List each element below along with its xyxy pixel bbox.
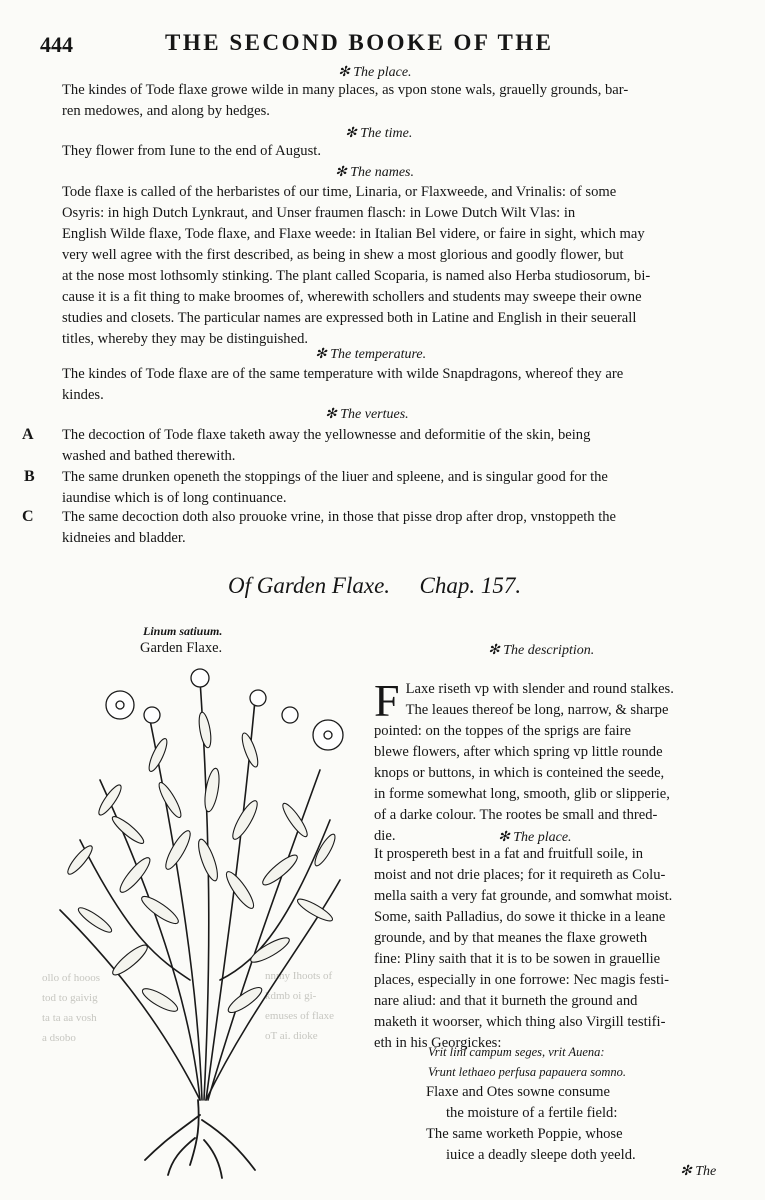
drop-cap: F (374, 675, 400, 726)
text-line: It prospereth best in a fat and fruitfull soile, in (374, 846, 644, 862)
margin-letter-b: B (24, 468, 35, 485)
text-line: ren medowes, and along by hedges. (62, 103, 270, 119)
text-line: fine: Pliny saith that it is to be sowen in grauellie (374, 951, 661, 967)
text-line: cause it is a fit thing to make broomes of, wherewith schollers and students may sweepe their owne (62, 289, 642, 305)
text-line: kindes. (62, 387, 104, 403)
margin-letter-a: A (22, 426, 34, 443)
verse-line: Vrit lini campum seges, vrit Auena: (428, 1045, 605, 1059)
text-line: The leaues thereof be long, narrow, & sharpe (405, 702, 669, 718)
names-heading: ✻ The names. (335, 165, 415, 180)
verse-line: Flaxe and Otes sowne consume (426, 1084, 611, 1100)
text-line: Laxe riseth vp with slender and round stalkes. (405, 681, 674, 697)
text-line: knops or buttons, in which is conteined the seede, (374, 765, 665, 781)
text-line: blewe flowers, after which spring vp little rounde (374, 744, 663, 760)
latin-verse (428, 1042, 626, 1082)
time-text: They flower from Iune to the end of August. (62, 143, 321, 159)
text-line: washed and bathed therewith. (62, 448, 236, 464)
text-line: mella saith a very fat grounde, and somwhat moist. (374, 888, 673, 904)
text-line: a dsobo (42, 1032, 76, 1044)
place-paragraph (62, 80, 730, 122)
text-line: titles, whereby they may be distinguished. (62, 331, 309, 347)
catchword: ✻ The (680, 1164, 717, 1179)
text-line: Some, saith Palladius, do sowe it thicke in a leane (374, 909, 666, 925)
text-line: The kindes of Tode flaxe are of the same temperature with wilde Snapdragons, whereof they are (62, 366, 624, 382)
text-line: emuses of flaxe (265, 1010, 335, 1022)
figure-latin-caption: Linum satiuum. (143, 624, 223, 638)
margin-letter-c: C (22, 508, 34, 525)
garden-flaxe-woodcut (40, 660, 358, 1180)
verse-line: Vrunt lethaeo perfusa papauera somno. (428, 1065, 627, 1079)
place-paragraph-2 (374, 844, 730, 1054)
temperature-paragraph (62, 364, 730, 406)
text-line: iaundise which is of long continuance. (62, 490, 287, 506)
vertue-a (62, 425, 730, 467)
text-fragment: die. (374, 828, 396, 844)
vertue-b (62, 467, 730, 509)
text-line: of a darke colour. The rootes be small and thred- (374, 807, 658, 823)
text-line: at the nose most lothsomly stinking. The plant called Scoparia, is named also Herba studiosorum, bi- (62, 268, 651, 284)
text-line: ta ta aa vosh (42, 1012, 97, 1024)
text-line: pointed: on the toppes of the sprigs are faire (374, 723, 631, 739)
text-line: eth in his Georgickes: (374, 1035, 502, 1051)
time-heading: ✻ The time. (345, 126, 413, 141)
page-number: 444 (40, 32, 73, 57)
text-line: Osyris: in high Dutch Lynkraut, and Unser fraumen flasch: in Lowe Dutch Wilt Vlas: in (62, 205, 576, 221)
text-line: moist and not drie places; for it requireth as Colu- (374, 867, 666, 883)
text-line: The decoction of Tode flaxe taketh away the yellownesse and deformitie of the skin, being (62, 427, 591, 443)
vertues-heading: ✻ The vertues. (325, 407, 409, 422)
text-line: The kindes of Tode flaxe growe wilde in many places, as vpon stone wals, grauelly grounds, bar- (62, 82, 629, 98)
place-heading-2: ✻ The place. (498, 830, 572, 845)
text-line: kdmb oi gi- (265, 990, 317, 1002)
verse-line: The same worketh Poppie, whose (426, 1126, 623, 1142)
text-line: studies and closets. The particular names are expressed both in Latine and English in their seuerall (62, 310, 637, 326)
description-heading: ✻ The description. (488, 643, 595, 658)
verse-line: the moisture of a fertile field: (446, 1105, 618, 1121)
text-line: in forme somewhat long, smooth, glib or slipperie, (374, 786, 670, 802)
text-line: The same decoction doth also prouoke vrine, in those that pisse drop after drop, vnstoppeth the (62, 509, 617, 525)
names-paragraph (62, 182, 730, 350)
text-line: grounde, and by that meanes the flaxe groweth (374, 930, 648, 946)
text-line: English Wilde flaxe, Tode flaxe, and Flaxe weede: in Italian Bel videre, or faire in sight, which may (62, 226, 645, 242)
chapter-number: Chap. 157. (419, 573, 522, 598)
place-heading: ✻ The place. (338, 65, 412, 80)
chapter-name: Of Garden Flaxe. (228, 573, 391, 598)
verse-line: iuice a deadly sleepe doth yeeld. (446, 1147, 636, 1163)
running-title: THE SECOND BOOKE OF THE (165, 30, 554, 55)
figure-caption: Garden Flaxe. (140, 640, 223, 656)
text-line: nnmy Ihoots of (265, 970, 333, 982)
text-line: tod to gaivig (42, 992, 98, 1004)
text-line: kidneies and bladder. (62, 530, 186, 546)
text-line: The same drunken openeth the stoppings of the liuer and spleene, and is singular good for the (62, 469, 608, 485)
temperature-heading: ✻ The temperature. (315, 347, 427, 362)
english-verse (426, 1082, 636, 1166)
text-line: places, especially in one forrowe: Nec magis festi- (374, 972, 670, 988)
vertue-c (62, 507, 730, 549)
chapter-title (228, 573, 521, 599)
text-line: maketh it woorser, which thing also Virgill testifi- (374, 1014, 666, 1030)
text-line: very well agree with the first described, as being in shew a most glorious and goodly flower, but (62, 247, 624, 263)
description-paragraph (374, 675, 730, 847)
text-line: ollo of hooos (42, 972, 101, 984)
text-line: Tode flaxe is called of the herbaristes of our time, Linaria, or Flaxweede, and Vrinalis: of some (62, 184, 617, 200)
text-line: oT ai. dioke (265, 1030, 318, 1042)
text-line: nare aliud: and that it burneth the ground and (374, 993, 638, 1009)
